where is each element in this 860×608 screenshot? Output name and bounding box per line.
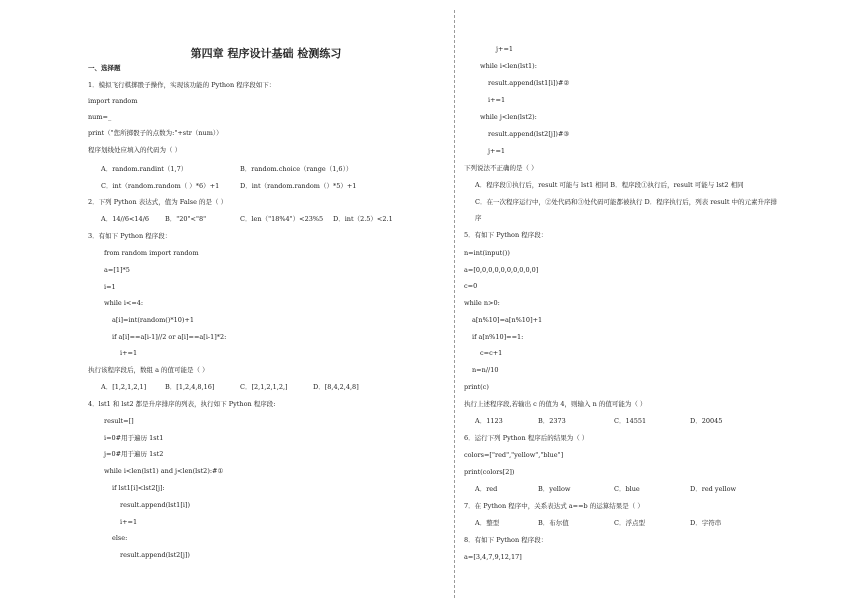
option-d: D．字符串 bbox=[690, 519, 722, 527]
code-line: i+=1 bbox=[488, 96, 506, 104]
option-a: A．red bbox=[475, 485, 498, 493]
option-c: C．14551 bbox=[614, 417, 647, 425]
code-line: print(c) bbox=[464, 383, 489, 391]
question-1: 1．模拟飞行棋掷骰子操作，实现该功能的 Python 程序段如下： bbox=[88, 81, 276, 89]
option-b: B．yellow bbox=[538, 485, 571, 493]
code-line: while j<len(lst2): bbox=[480, 113, 537, 121]
code-line: while i<=4: bbox=[104, 299, 144, 307]
option-b: B．random.choice（range（1,6）） bbox=[240, 165, 353, 173]
section-heading: 一、选择题 bbox=[88, 64, 121, 72]
code-line: j=0#用于遍历 1st2 bbox=[104, 450, 164, 458]
column-divider bbox=[454, 10, 455, 598]
code-line: a=[3,4,7,9,12,17] bbox=[464, 553, 522, 561]
code-line: from random import random bbox=[104, 249, 199, 257]
question-3: 3．有如下 Python 程序段： bbox=[88, 232, 172, 240]
code-line: i=1 bbox=[104, 283, 116, 291]
option-d: D．[8,4,2,4,8] bbox=[313, 383, 359, 391]
question-prompt: 执行该程序段后，数组 a 的值可能是（ ） bbox=[88, 366, 209, 374]
code-line: i+=1 bbox=[120, 349, 138, 357]
option-c: C．int（random.random（ ）*6）+1 bbox=[101, 182, 220, 190]
option-c: C．blue bbox=[614, 485, 640, 493]
question-8: 8．有如下 Python 程序段： bbox=[464, 536, 548, 544]
code-line: else: bbox=[112, 534, 128, 542]
code-line: j+=1 bbox=[488, 147, 506, 155]
code-line: n=n//10 bbox=[472, 366, 499, 374]
option-d: D．int（random.random（）*5）+1 bbox=[240, 182, 357, 190]
option-d: D．red yellow bbox=[690, 485, 737, 493]
question-5: 5．有如下 Python 程序段： bbox=[464, 231, 548, 239]
code-line: result.append(lst2[j]) bbox=[120, 551, 190, 559]
code-line: c=0 bbox=[464, 282, 478, 290]
option-d: D．int（2.5）<2.1 bbox=[333, 215, 393, 223]
code-line: result.append(lst2[j])#③ bbox=[488, 130, 570, 138]
code-line: result.append(lst1[i]) bbox=[120, 501, 191, 509]
question-2: 2．下列 Python 表达式，值为 False 的是（ ） bbox=[88, 198, 228, 206]
question-prompt: 下列说法不正确的是（ ） bbox=[464, 164, 538, 172]
question-6: 6．运行下列 Python 程序后的结果为（ ） bbox=[464, 434, 589, 442]
code-line: a=[1]*5 bbox=[104, 266, 130, 274]
code-line: result.append(lst1[i])#② bbox=[488, 79, 570, 87]
code-line: i=0#用于遍历 1st1 bbox=[104, 434, 164, 442]
option-a: A．整型 bbox=[475, 519, 500, 527]
option-cd: C．在一次程序运行中，②处代码和③处代码可能都被执行 D．程序执行后，列表 result 中的元素升序排 bbox=[475, 198, 778, 206]
code-line: a[i]=int(random()*10)+1 bbox=[112, 316, 195, 324]
code-line: print(colors[2]) bbox=[464, 468, 515, 476]
code-line: colors=["red","yellow","blue"] bbox=[464, 451, 564, 459]
code-line: result=[] bbox=[104, 417, 134, 425]
code-line: a[n%10]=a[n%10]+1 bbox=[472, 316, 543, 324]
question-prompt: 程序划线处应填入的代码为（ ） bbox=[88, 146, 182, 154]
option-d: D．20045 bbox=[690, 417, 723, 425]
code-line: if a[n%10]==1: bbox=[472, 333, 524, 341]
option-c: C．len（"18%4"）<23%5 bbox=[240, 215, 324, 223]
code-line: i+=1 bbox=[120, 518, 138, 526]
option-b: B．2373 bbox=[538, 417, 566, 425]
option-cd-cont: 序 bbox=[475, 214, 482, 222]
option-a: A．[1,2,1,2,1] bbox=[101, 383, 147, 391]
option-c: C．[2,1,2,1,2,] bbox=[240, 383, 288, 391]
option-a: A．14//6<14/6 bbox=[101, 215, 150, 223]
option-a: A．1123 bbox=[475, 417, 503, 425]
code-line: while n>0: bbox=[464, 299, 500, 307]
option-ab: A．程序段①执行后，result 可能与 lst1 相同 B．程序段①执行后，result 可能与 lst2 相同 bbox=[475, 181, 744, 189]
code-line: n=int(input()) bbox=[464, 249, 510, 257]
question-4: 4．lst1 和 lst2 都是升序排序的列表，执行如下 Python 程序段: bbox=[88, 400, 276, 408]
code-line: j+=1 bbox=[496, 45, 514, 53]
option-b: B．"20"<"8" bbox=[165, 215, 207, 223]
question-7: 7．在 Python 程序中，关系表达式 a==b 的运算结果是（ ） bbox=[464, 502, 644, 510]
option-a: A．random.randint（1,7） bbox=[101, 165, 188, 173]
code-line: if lst1[i]<lst2[j]: bbox=[112, 484, 165, 492]
question-prompt: 执行上述程序段,若输出 c 的值为 4，则输入 n 的值可能为（ ） bbox=[464, 400, 647, 408]
code-line: c=c+1 bbox=[480, 349, 503, 357]
code-line: a=[0,0,0,0,0,0,0,0,0,0] bbox=[464, 266, 539, 274]
option-b: B．布尔值 bbox=[538, 519, 569, 527]
page-title: 第四章 程序设计基础 检测练习 bbox=[190, 47, 342, 60]
option-b: B．[1,2,4,8,16] bbox=[165, 383, 215, 391]
code-line: import random bbox=[88, 97, 138, 105]
code-line: while i<len(lst1) and j<len(lst2):#① bbox=[104, 467, 224, 475]
option-c: C．浮点型 bbox=[614, 519, 645, 527]
code-line: while i<len(lst1): bbox=[480, 62, 537, 70]
code-line: num=_ bbox=[88, 113, 112, 121]
code-line: print（"您所掷骰子的点数为:"+str（num）） bbox=[88, 129, 223, 137]
code-line: if a[i]==a[i-1]//2 or a[i]==a[i-1]*2: bbox=[112, 333, 227, 341]
